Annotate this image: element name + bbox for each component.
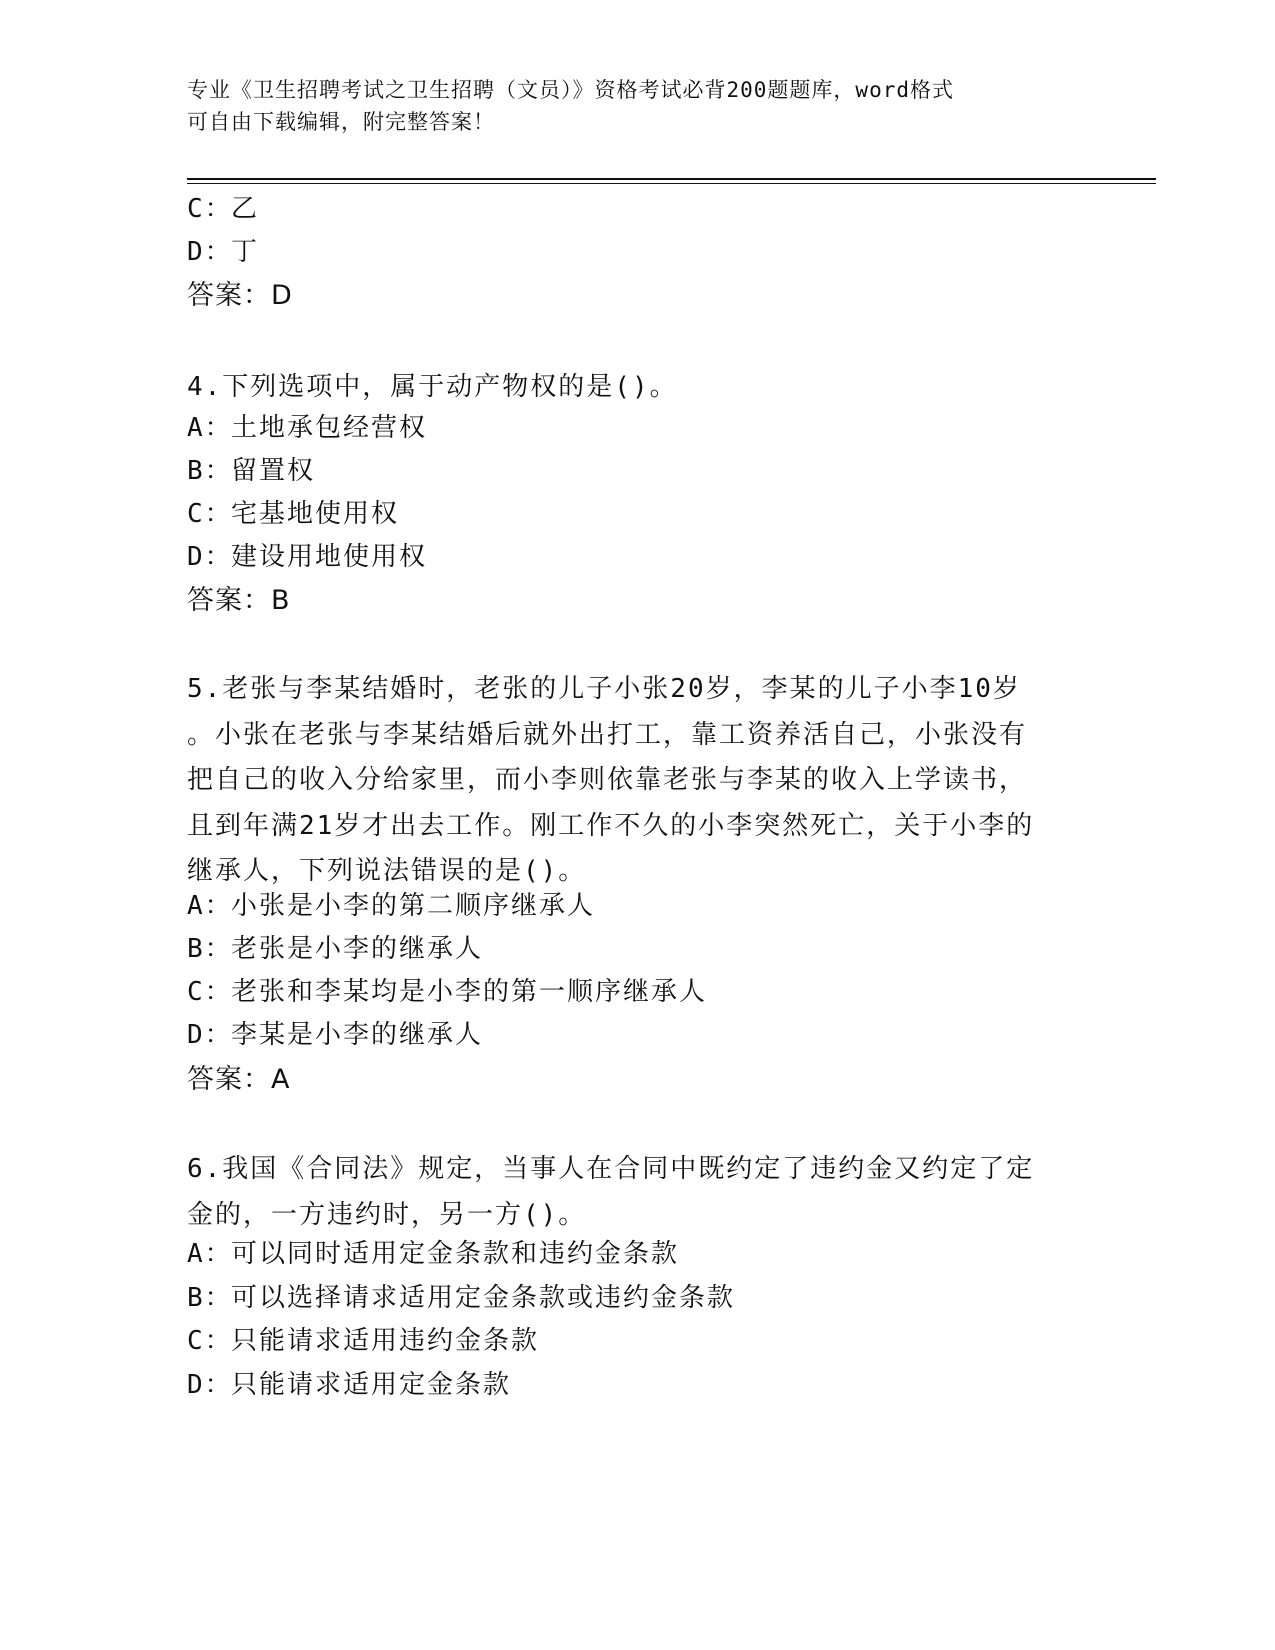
q5-option-a <box>187 886 595 926</box>
q6-stem-line: 金的，一方违约时，另一方()。 <box>187 1199 587 1230</box>
option-label: C： <box>187 1326 233 1356</box>
q5-stem-line: 继承人，下列说法错误的是()。 <box>187 856 587 886</box>
option-label: A： <box>187 1239 233 1269</box>
header-line-2: 可自由下载编辑，附完整答案！ <box>187 110 495 134</box>
q5-stem-line: 且到年满21岁才出去工作。刚工作不久的小李突然死亡，关于小李的 <box>187 810 1035 841</box>
option-text: 土地承包经营权 <box>231 413 428 443</box>
q4-option-a <box>187 408 427 448</box>
option-label: D： <box>187 1020 233 1050</box>
q6-option-b <box>187 1278 735 1318</box>
option-label: D： <box>187 237 233 267</box>
q3-option-c <box>187 189 259 229</box>
q3-option-d <box>187 232 259 272</box>
q5-stem <box>187 667 1087 895</box>
option-label: B： <box>187 456 233 486</box>
q5-stem-line: 把自己的收入分给家里，而小李则依靠老张与李某的收入上学读书， <box>187 765 1028 795</box>
option-text: 老张是小李的继承人 <box>231 934 484 964</box>
q5-option-d <box>187 1015 483 1055</box>
q3-answer: 答案：D <box>187 280 293 311</box>
q5-answer: 答案：A <box>187 1064 291 1095</box>
q5-option-c <box>187 972 707 1012</box>
option-label: C： <box>187 499 233 529</box>
option-text: 只能请求适用违约金条款 <box>231 1326 540 1356</box>
header-line-1: 专业《卫生招聘考试之卫生招聘（文员）》资格考试必背200题题库，word格式 <box>187 78 954 102</box>
q4-option-d <box>187 537 427 577</box>
q4-answer: 答案：B <box>187 585 291 616</box>
option-text: 老张和李某均是小李的第一顺序继承人 <box>231 977 708 1007</box>
option-text: 可以选择请求适用定金条款或违约金条款 <box>231 1283 736 1313</box>
option-label: D： <box>187 1370 233 1400</box>
option-label: D： <box>187 542 233 572</box>
option-label: A： <box>187 413 233 443</box>
option-label: B： <box>187 934 233 964</box>
header-divider-thin <box>187 183 1156 184</box>
option-label: B： <box>187 1283 233 1313</box>
option-label: A： <box>187 891 233 921</box>
header-divider <box>187 178 1156 180</box>
q5-stem-line: 5.老张与李某结婚时，老张的儿子小张20岁，李某的儿子小李10岁 <box>187 674 1021 704</box>
option-text: 李某是小李的继承人 <box>231 1020 484 1050</box>
option-text: 留置权 <box>231 456 316 486</box>
q4-stem <box>187 365 1087 411</box>
q4-option-c <box>187 494 399 534</box>
q4-stem-line: 4.下列选项中，属于动产物权的是()。 <box>187 372 678 402</box>
option-text: 乙 <box>231 194 260 224</box>
q6-option-d <box>187 1365 511 1405</box>
q6-stem <box>187 1147 1087 1238</box>
option-text: 只能请求适用定金条款 <box>231 1370 512 1400</box>
option-label: C： <box>187 194 233 224</box>
option-text: 可以同时适用定金条款和违约金条款 <box>231 1239 680 1269</box>
q6-option-c <box>187 1321 539 1361</box>
document-header <box>187 74 1067 138</box>
option-label: C： <box>187 977 233 1007</box>
q6-option-a <box>187 1234 679 1274</box>
option-text: 小张是小李的第二顺序继承人 <box>231 891 596 921</box>
q4-option-b <box>187 451 315 491</box>
q5-stem-line: 。小张在老张与李某结婚后就外出打工，靠工资养活自己，小张没有 <box>187 719 1028 750</box>
q5-option-b <box>187 929 483 969</box>
option-text: 丁 <box>231 237 260 267</box>
option-text: 建设用地使用权 <box>231 542 428 572</box>
option-text: 宅基地使用权 <box>231 499 400 529</box>
q6-stem-line: 6.我国《合同法》规定，当事人在合同中既约定了违约金又约定了定 <box>187 1154 1035 1184</box>
